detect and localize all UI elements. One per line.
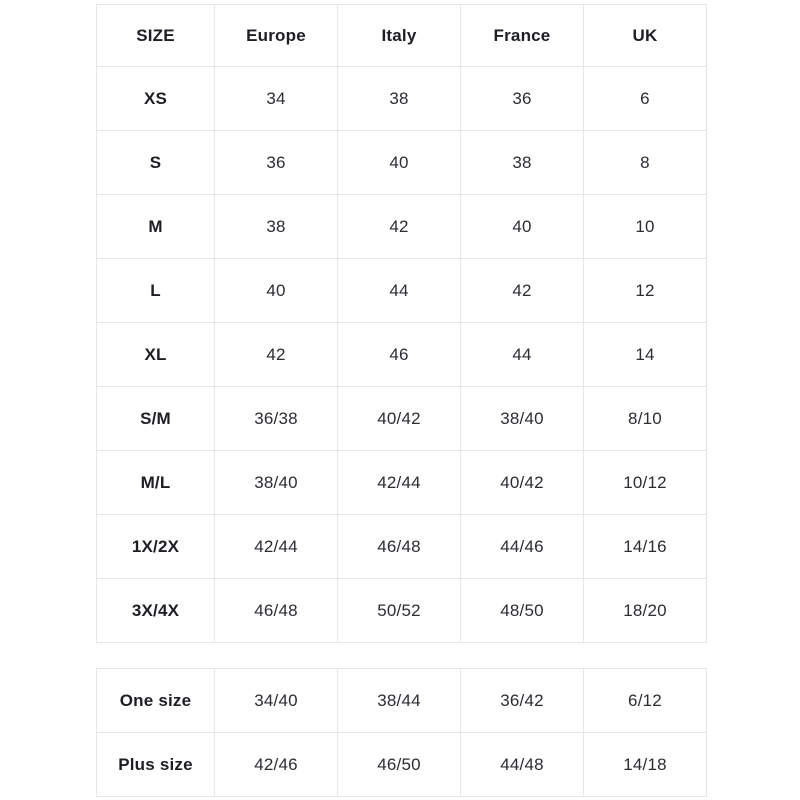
cell-france: 42 [461, 259, 584, 323]
main-size-table-body [97, 67, 707, 643]
cell-italy: 38/44 [338, 669, 461, 733]
cell-uk: 8 [584, 131, 707, 195]
cell-europe: 34/40 [215, 669, 338, 733]
cell-uk: 14/16 [584, 515, 707, 579]
column-header-europe: Europe [215, 5, 338, 67]
table-header-row [97, 5, 707, 67]
cell-france: 48/50 [461, 579, 584, 643]
cell-europe: 36/38 [215, 387, 338, 451]
cell-uk: 12 [584, 259, 707, 323]
cell-italy: 40/42 [338, 387, 461, 451]
cell-uk: 6/12 [584, 669, 707, 733]
column-header-italy: Italy [338, 5, 461, 67]
column-header-france: France [461, 5, 584, 67]
secondary-size-table-body [97, 669, 707, 797]
column-header-size: SIZE [97, 5, 215, 67]
table-row [97, 733, 707, 797]
secondary-size-table [96, 668, 707, 797]
cell-europe: 42/44 [215, 515, 338, 579]
cell-europe: 46/48 [215, 579, 338, 643]
cell-size: S [97, 131, 215, 195]
table-row [97, 579, 707, 643]
cell-europe: 36 [215, 131, 338, 195]
cell-france: 44 [461, 323, 584, 387]
cell-size: M/L [97, 451, 215, 515]
cell-italy: 38 [338, 67, 461, 131]
cell-europe: 40 [215, 259, 338, 323]
cell-italy: 42/44 [338, 451, 461, 515]
cell-france: 38/40 [461, 387, 584, 451]
table-row [97, 387, 707, 451]
cell-uk: 14/18 [584, 733, 707, 797]
table-row [97, 323, 707, 387]
cell-uk: 10 [584, 195, 707, 259]
cell-italy: 40 [338, 131, 461, 195]
cell-size: M [97, 195, 215, 259]
secondary-size-table-container [96, 668, 706, 797]
table-row [97, 451, 707, 515]
cell-uk: 6 [584, 67, 707, 131]
cell-france: 44/46 [461, 515, 584, 579]
cell-europe: 38/40 [215, 451, 338, 515]
cell-uk: 8/10 [584, 387, 707, 451]
cell-france: 38 [461, 131, 584, 195]
main-size-table-container [96, 4, 706, 643]
cell-size: XS [97, 67, 215, 131]
column-header-uk: UK [584, 5, 707, 67]
cell-size: 3X/4X [97, 579, 215, 643]
cell-italy: 46/48 [338, 515, 461, 579]
table-row [97, 131, 707, 195]
cell-italy: 50/52 [338, 579, 461, 643]
table-row [97, 67, 707, 131]
cell-size: One size [97, 669, 215, 733]
cell-uk: 14 [584, 323, 707, 387]
table-row [97, 515, 707, 579]
cell-europe: 42 [215, 323, 338, 387]
cell-italy: 42 [338, 195, 461, 259]
cell-size: 1X/2X [97, 515, 215, 579]
table-row [97, 259, 707, 323]
table-row [97, 669, 707, 733]
cell-size: Plus size [97, 733, 215, 797]
cell-size: S/M [97, 387, 215, 451]
cell-europe: 42/46 [215, 733, 338, 797]
cell-france: 36/42 [461, 669, 584, 733]
cell-uk: 10/12 [584, 451, 707, 515]
cell-italy: 46/50 [338, 733, 461, 797]
cell-france: 36 [461, 67, 584, 131]
cell-size: XL [97, 323, 215, 387]
cell-france: 40 [461, 195, 584, 259]
cell-france: 40/42 [461, 451, 584, 515]
cell-italy: 44 [338, 259, 461, 323]
main-size-table [96, 4, 707, 643]
cell-france: 44/48 [461, 733, 584, 797]
cell-uk: 18/20 [584, 579, 707, 643]
cell-italy: 46 [338, 323, 461, 387]
cell-size: L [97, 259, 215, 323]
cell-europe: 34 [215, 67, 338, 131]
table-row [97, 195, 707, 259]
cell-europe: 38 [215, 195, 338, 259]
main-size-table-head [97, 5, 707, 67]
